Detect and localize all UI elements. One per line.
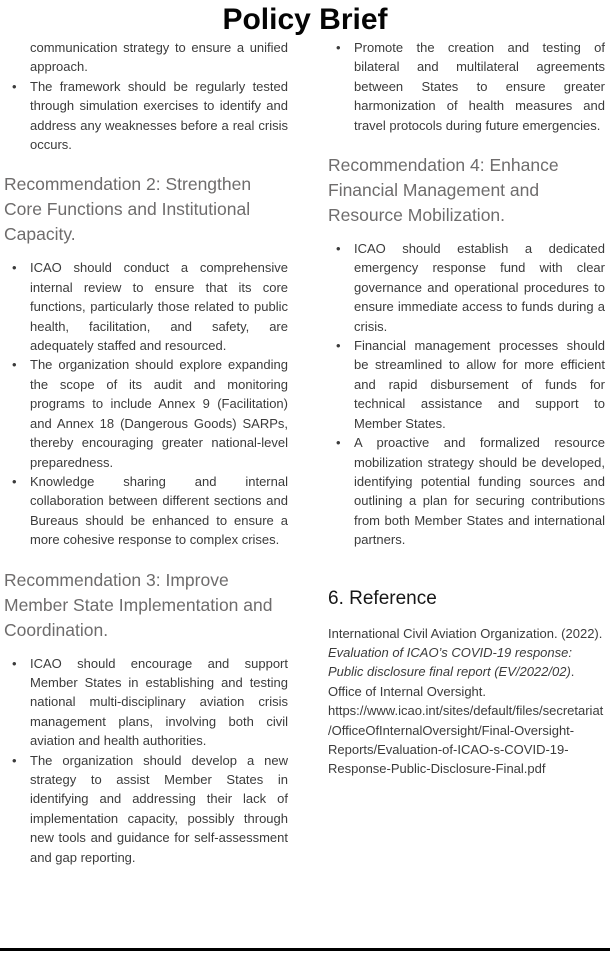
right-intro-bullet-list — [328, 38, 605, 135]
bullet-item: • ICAO should conduct a comprehensive internal review to ensure that its core functions, particularly those related to public health, facilitation, and safety, are adequately staffed and resourced. — [4, 258, 288, 355]
recommendation-2-bullet-list — [4, 258, 288, 549]
bullet-item: • Financial management processes should be streamlined to allow for more efficient and rapid disbursement of funds for technical assistance and support to Member States. — [328, 336, 605, 433]
citation-title-italic: Evaluation of ICAO’s COVID-19 response: Public disclosure final report (EV/2022/02) — [328, 644, 572, 680]
bullet-item: • Knowledge sharing and internal collaboration between different sections and Bureaus should be enhanced to ensure a more cohesive response to complex crises. — [4, 472, 288, 550]
bullet-item: • ICAO should establish a dedicated emergency response fund with clear governance and operational procedures to ensure immediate access to funds during a crisis. — [328, 239, 605, 336]
heading-recommendation-4: Recommendation 4: Enhance Financial Management and Resource Mobilization. — [328, 155, 559, 226]
bullet-item: • Promote the creation and testing of bilateral and multilateral agreements between States to ensure greater harmonization of health measures and travel protocols during future emergencies. — [328, 38, 605, 135]
heading-recommendation-2: Recommendation 2: Strengthen Core Functions and Institutional Capacity. — [4, 174, 252, 245]
bullet-item: • The organization should develop a new strategy to assist Member States in identifying and addressing their lack of implementation capacity, possibly through new tools and guidance for self-assessment and gap reporting. — [4, 751, 288, 867]
citation-text-end: . Office of Internal Oversight. https://www.icao.int/sites/default/files/secretariat/OfficeOfInternalOversight/Final-Oversight-Reports/Evaluation-of-ICAO-s-COVID-19-Response-Public-Disclosure-Final.pdf — [328, 664, 604, 777]
right-column — [328, 38, 605, 867]
citation-text-start: International Civil Aviation Organization. (2022). — [328, 625, 603, 641]
bullet-item: • ICAO should encourage and support Member States in establishing and testing national multi-disciplinary aviation crisis management plans, involving both civil aviation and health authorities. — [4, 654, 288, 751]
left-intro-bullet-list — [4, 77, 288, 155]
recommendation-4-bullet-list — [328, 239, 605, 550]
continuation-paragraph: communication strategy to ensure a unified approach. — [30, 40, 288, 75]
recommendation-3-bullet-list — [4, 654, 288, 867]
heading-reference-section: 6. Reference — [328, 587, 437, 609]
heading-recommendation-3: Recommendation 3: Improve Member State Implementation and Coordination. — [4, 569, 273, 640]
left-column — [4, 38, 288, 867]
bullet-item: • A proactive and formalized resource mobilization strategy should be developed, identifying potential funding sources and outlining a plan for securing contributions from both Member States and international partners. — [328, 433, 605, 549]
two-column-layout — [0, 38, 610, 867]
reference-citation — [328, 624, 605, 779]
footer-rule — [0, 948, 610, 951]
bullet-item: • The framework should be regularly tested through simulation exercises to identify and address any weaknesses before a real crisis occurs. — [4, 77, 288, 155]
page-title: Policy Brief — [222, 3, 388, 36]
bullet-item: • The organization should explore expanding the scope of its audit and monitoring programs to include Annex 9 (Facilitation) and Annex 18 (Dangerous Goods) SARPs, thereby encouraging greater national-level preparedness. — [4, 355, 288, 471]
